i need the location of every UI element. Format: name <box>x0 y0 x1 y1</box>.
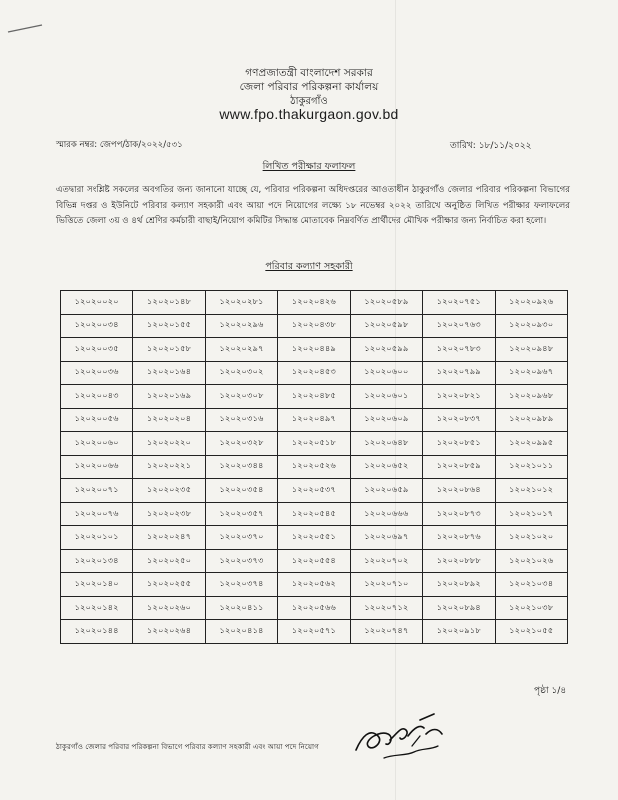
roll-number-cell: ১২০২১০১১ <box>495 455 567 479</box>
table-row <box>61 479 568 503</box>
roll-number-cell: ১২০২০৫৬২ <box>278 573 350 597</box>
roll-number-cell: ১২০২০২০৪ <box>133 408 205 432</box>
table-row <box>61 385 568 409</box>
office-name: জেলা পরিবার পরিকল্পনা কার্যালয় <box>239 81 379 93</box>
roll-number-cell: ১২০২১০১৭ <box>495 502 567 526</box>
roll-number-cell: ১২০২০৪৪৯ <box>278 338 350 362</box>
roll-number-cell: ১২০২০৩০২ <box>205 361 277 385</box>
roll-number-cell: ১২০২০৯৮৯ <box>495 408 567 432</box>
roll-number-cell: ১২০২০৯৪৮ <box>495 338 567 362</box>
issue-date: তারিখ: ১৮/১১/২০২২ <box>450 141 532 151</box>
roll-number-cell: ১২০২০৮২১ <box>423 385 495 409</box>
roll-number-cell: ১২০২০০৩৬ <box>61 361 133 385</box>
notice-paragraph: এতদ্বারা সংশ্লিষ্ট সকলের অবগতির জন্য জানানো যাচ্ছে যে, পরিবার পরিকল্পনা অধিদপ্তরের আওতাধীন ঠাকুরগাঁও জেলার পরিবার পরিকল্পনা বিভাগের বিভিন্ন দপ্তর ও ইউনিটে পরিবার কল্যাণ সহকারী এবং আয়া পদে নিয়োগের লক্ষ্যে ১৮ নভেম্বর ২০২২ তারিখে অনুষ্ঠিত লিখিত পরীক্ষার ফলাফলের ভিত্তিতে জেলা ৩য় ও ৪র্থ শ্রেণির কর্মচারী বাছাই/নিয়োগ কমিটির সিদ্ধান্ত মোতাবেক নিম্নবর্ণিত প্রার্থীদের মৌখিক পরীক্ষার জন্য নির্বাচিত করা হলো। <box>56 185 570 226</box>
roll-number-cell: ১২০২০২৫৫ <box>133 573 205 597</box>
roll-number-cell: ১২০২০৭০২ <box>350 549 422 573</box>
roll-number-cell: ১২০২০১০১ <box>61 526 133 550</box>
roll-number-cell: ১২০২০৫১৮ <box>278 432 350 456</box>
roll-number-cell: ১২০২০২৪৭ <box>133 526 205 550</box>
signature-image <box>350 706 460 766</box>
roll-number-cell: ১২০২০৪২৬ <box>278 291 350 315</box>
roll-number-cell: ১২০২১০৩৪ <box>495 573 567 597</box>
footer-note: ঠাকুরগাঁও জেলার পরিবার পরিকল্পনা বিভাগে পরিবার কল্যাণ সহকারী এবং আয়া পদে নিয়োগ <box>56 742 319 751</box>
roll-number-cell: ১২০২১০৩৮ <box>495 596 567 620</box>
roll-number-cell: ১২০২০৪৩৮ <box>278 314 350 338</box>
roll-number-cell: ১২০২০১৪০ <box>61 573 133 597</box>
roll-number-cell: ১২০২০৫৪৫ <box>278 502 350 526</box>
table-row <box>61 455 568 479</box>
roll-number-cell: ১২০২০৯৯৫ <box>495 432 567 456</box>
roll-number-cell: ১২০২০৩৭৩ <box>205 549 277 573</box>
roll-number-cell: ১২০২০৩৫৪ <box>205 479 277 503</box>
roll-number-cell: ১২০২০৫৬৬ <box>278 596 350 620</box>
roll-number-cell: ১২০২০৯৩০ <box>495 314 567 338</box>
roll-number-cell: ১২০২০১৪২ <box>61 596 133 620</box>
roll-number-cell: ১২০২০০৫৬ <box>61 408 133 432</box>
roll-number-cell: ১২০২০১৬৯ <box>133 385 205 409</box>
roll-number-cell: ১২০২০২৬০ <box>133 596 205 620</box>
roll-number-cell: ১২০২০১৫৫ <box>133 314 205 338</box>
roll-number-cell: ১২০২০৩২৮ <box>205 432 277 456</box>
punch-mark <box>6 22 46 36</box>
roll-number-cell: ১২০২০৭১২ <box>350 596 422 620</box>
roll-number-cell: ১২০২০৮৯২ <box>423 573 495 597</box>
roll-number-cell: ১২০২০৫৮৯ <box>350 291 422 315</box>
roll-number-cell: ১২০২০৬৪৮ <box>350 432 422 456</box>
roll-number-cell: ১২০২০২২১ <box>133 455 205 479</box>
roll-number-cell: ১২০২০০৬০ <box>61 432 133 456</box>
roll-number-cell: ১২০২০২৯৬ <box>205 314 277 338</box>
table-row <box>61 408 568 432</box>
roll-number-cell: ১২০২০৫৯৯ <box>350 338 422 362</box>
table-row <box>61 314 568 338</box>
roll-number-cell: ১২০২০১৪৪ <box>61 620 133 644</box>
page-number: পৃষ্ঠা ১/৪ <box>534 686 567 696</box>
roll-number-cell: ১২০২০৯১৮ <box>423 620 495 644</box>
roll-number-cell: ১২০২০৩০৮ <box>205 385 277 409</box>
table-row <box>61 502 568 526</box>
table-row <box>61 573 568 597</box>
roll-number-cell: ১২০২০৯৬৮ <box>495 385 567 409</box>
roll-number-cell: ১২০২০৫৯৮ <box>350 314 422 338</box>
table-row <box>61 620 568 644</box>
roll-number-cell: ১২০২০০৭৬ <box>61 502 133 526</box>
roll-number-cell: ১২০২০৮৩৭ <box>423 408 495 432</box>
roll-number-cell: ১২০২০৫২৬ <box>278 455 350 479</box>
roll-number-cell: ১২০২০৫৫১ <box>278 526 350 550</box>
roll-number-cell: ১২০২০০৩৪ <box>61 314 133 338</box>
roll-number-cell: ১২০২০৬০১ <box>350 385 422 409</box>
roll-number-cell: ১২০২০৫৫৪ <box>278 549 350 573</box>
table-row <box>61 596 568 620</box>
roll-number-cell: ১২০২০৮৫১ <box>423 432 495 456</box>
table-row <box>61 361 568 385</box>
roll-number-cell: ১২০২০০৭১ <box>61 479 133 503</box>
post-title: পরিবার কল্যাণ সহকারী <box>265 261 353 272</box>
roll-number-cell: ১২০২০০৪৩ <box>61 385 133 409</box>
roll-number-cell: ১২০২০৭১০ <box>350 573 422 597</box>
website-url: www.fpo.thakurgaon.gov.bd <box>219 106 399 122</box>
roll-number-cell: ১২০২০৩৪৪ <box>205 455 277 479</box>
roll-number-cell: ১২০২০৭৮৩ <box>423 338 495 362</box>
roll-number-cell: ১২০২০৪১৪ <box>205 620 277 644</box>
roll-number-cell: ১২০২০৩১৬ <box>205 408 277 432</box>
govt-name: গণপ্রজাতন্ত্রী বাংলাদেশ সরকার <box>245 67 373 79</box>
roll-number-cell: ১২০২১০২০ <box>495 526 567 550</box>
roll-number-cell: ১২০২০৭৫১ <box>423 291 495 315</box>
roll-number-cell: ১২০২০৬০০ <box>350 361 422 385</box>
roll-number-cell: ১২০২০১৩৪ <box>61 549 133 573</box>
roll-number-cell: ১২০২০৮৮৮ <box>423 549 495 573</box>
roll-number-cell: ১২০২১০১২ <box>495 479 567 503</box>
roll-number-cell: ১২০২০৭৯৯ <box>423 361 495 385</box>
table-row <box>61 432 568 456</box>
roll-number-cell: ১২০২০২৫০ <box>133 549 205 573</box>
roll-number-cell: ১২০২০০২০ <box>61 291 133 315</box>
roll-number-cell: ১২০২০৫৭১ <box>278 620 350 644</box>
roll-number-cell: ১২০২১০২৬ <box>495 549 567 573</box>
roll-number-cell: ১২০২০২৩৫ <box>133 479 205 503</box>
roll-number-cell: ১২০২০২৩৮ <box>133 502 205 526</box>
roll-number-cell: ১২০২০৪৮৫ <box>278 385 350 409</box>
district-name: ঠাকুরগাঁও <box>290 96 328 107</box>
roll-number-cell: ১২০২০৮৫৯ <box>423 455 495 479</box>
roll-number-cell: ১২০২০৪৫৩ <box>278 361 350 385</box>
table-row <box>61 526 568 550</box>
roll-number-cell: ১২০২০৪৯৭ <box>278 408 350 432</box>
roll-number-cell: ১২০২০৮৯৪ <box>423 596 495 620</box>
roll-number-cell: ১২০২০৮৭৩ <box>423 502 495 526</box>
roll-number-cell: ১২০২০৬৫৯ <box>350 479 422 503</box>
roll-number-cell: ১২০২০১৫৮ <box>133 338 205 362</box>
roll-number-cell: ১২০২০০৬৬ <box>61 455 133 479</box>
result-table <box>60 290 568 644</box>
roll-number-cell: ১২০২০৭৪৭ <box>350 620 422 644</box>
roll-number-cell: ১২০২০৯৬৭ <box>495 361 567 385</box>
roll-number-cell: ১২০২০০৩৫ <box>61 338 133 362</box>
roll-number-cell: ১২০২০২২০ <box>133 432 205 456</box>
roll-number-cell: ১২০২০৬৯৭ <box>350 526 422 550</box>
roll-number-cell: ১২০২০৮৭৬ <box>423 526 495 550</box>
roll-number-cell: ১২০২০৬৫২ <box>350 455 422 479</box>
table-row <box>61 291 568 315</box>
table-row <box>61 549 568 573</box>
roll-number-cell: ১২০২০২৬৪ <box>133 620 205 644</box>
roll-number-cell: ১২০২০৩৫৭ <box>205 502 277 526</box>
roll-number-cell: ১২০২১০৫৫ <box>495 620 567 644</box>
roll-number-cell: ১২০২০৭৬৩ <box>423 314 495 338</box>
roll-number-cell: ১২০২০৩৭৪ <box>205 573 277 597</box>
roll-number-cell: ১২০২০১৪৮ <box>133 291 205 315</box>
roll-number-cell: ১২০২০৪১১ <box>205 596 277 620</box>
roll-number-cell: ১২০২০৫৩৭ <box>278 479 350 503</box>
roll-number-cell: ১২০২০২৮১ <box>205 291 277 315</box>
table-row <box>61 338 568 362</box>
notice-title: লিখিত পরীক্ষার ফলাফল <box>262 161 356 172</box>
roll-number-cell: ১২০২০২৯৭ <box>205 338 277 362</box>
roll-number-cell: ১২০২০৯২৬ <box>495 291 567 315</box>
memo-number: স্মারক নম্বর: জেপপ/ঠাক/২০২২/৫৩১ <box>56 140 183 150</box>
roll-number-cell: ১২০২০৬০৯ <box>350 408 422 432</box>
roll-number-cell: ১২০২০৩৭০ <box>205 526 277 550</box>
roll-number-cell: ১২০২০৬৬৬ <box>350 502 422 526</box>
roll-number-cell: ১২০২০৮৬৪ <box>423 479 495 503</box>
roll-number-cell: ১২০২০১৬৪ <box>133 361 205 385</box>
